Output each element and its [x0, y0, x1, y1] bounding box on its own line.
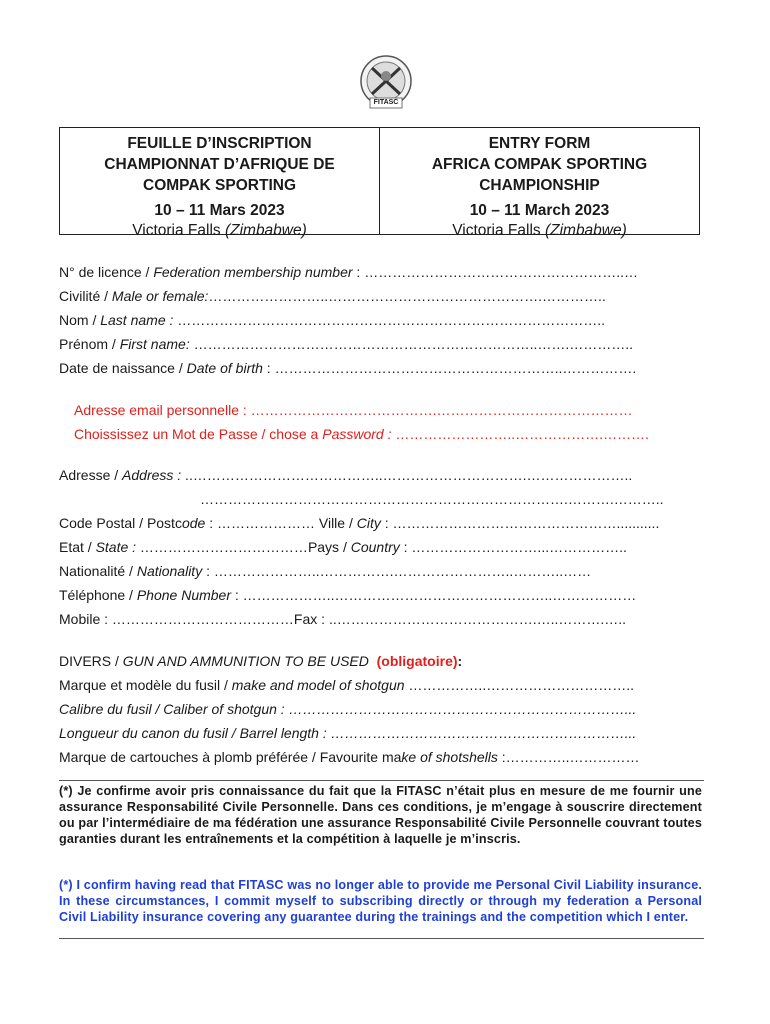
postcode-city-field[interactable]: Code Postal / Postcode : ………………… Ville / City : …………………………………………........... — [59, 515, 660, 531]
event-name-en-line2: CHAMPIONSHIP — [479, 177, 600, 194]
civility-field[interactable]: Civilité / Male or female:……………………..……………………………………….………….. — [59, 288, 606, 304]
address-field[interactable]: Adresse / Address : ..…………………………………..………………………….………………….. — [59, 467, 633, 483]
notice-bottom-rule — [59, 938, 704, 939]
first-name-field[interactable]: Prénom / First name: ………………………………………………………………..…….………….. — [59, 336, 634, 352]
shotshells-field[interactable]: Marque de cartouches à plomb préférée / Favourite make of shotshells :…………..…………… — [59, 749, 640, 765]
last-name-field[interactable]: Nom / Last name : ……………………………………………………………………………….. — [59, 312, 606, 328]
notice-top-rule — [59, 780, 704, 781]
fitasc-logo — [357, 54, 415, 112]
birth-date-field[interactable]: Date de naissance / Date of birth : ……………………………………………………..……………. — [59, 360, 637, 376]
event-dates-fr: 10 – 11 Mars 2023 — [154, 202, 285, 219]
address-line2-field[interactable]: …………………………………………………………………….……….……….. — [200, 491, 664, 507]
event-name-en-line1: AFRICA COMPAK SPORTING — [431, 156, 648, 173]
insurance-notice-en: (*) I confirm having read that FITASC was no longer able to provide me Personal Civil Liability insurance. In these circumstances, I commit myself to subscribing directly or through my federation a Personal Civil Liability insurance covering any guarantee during the trainings and the competition which I enter. — [59, 878, 702, 924]
licence-field[interactable]: N° de licence / Federation membership number : ………………………………………………..… — [59, 264, 638, 280]
event-name-fr-line1: CHAMPIONNAT D’AFRIQUE DE — [104, 156, 335, 173]
barrel-length-field[interactable]: Longueur du canon du fusil / Barrel length : ………………………………………………………... — [59, 725, 637, 741]
password-field[interactable]: Choississez un Mot de Passe / chose a Password : ……………………..……………….………. — [74, 426, 649, 442]
insurance-notice-fr: (*) Je confirme avoir pris connaissance du fait que la FITASC n’était plus en mesure de me fournir une assurance Responsabilité Civile Personnelle. Dans ces conditions, je m’engage à souscrire directement ou par l’intermédiaire de ma fédération une assurance Responsabilité Civile Personnelle couvrant toutes garanties durant les entraînements et la compétition à laquelle je m’inscris. — [59, 784, 702, 846]
header-table — [59, 127, 700, 239]
header-english — [379, 128, 699, 239]
logo-text: FITASC — [373, 99, 399, 106]
caliber-field[interactable]: Calibre du fusil / Caliber of shotgun : ………………………………………………………………... — [59, 701, 637, 717]
event-name-fr-line2: COMPAK SPORTING — [143, 177, 296, 194]
event-place-fr: Victoria Falls (Zimbabwe) — [132, 222, 307, 239]
event-dates-en: 10 – 11 March 2023 — [469, 202, 610, 219]
form-title-en: ENTRY FORM — [488, 135, 591, 152]
state-country-field[interactable]: Etat / State : ………………………………Pays / Country : ………………………...…………….. — [59, 539, 627, 555]
nationality-field[interactable]: Nationalité / Nationality : …………………..…………….……………………..………..…… — [59, 563, 592, 579]
divers-heading: DIVERS / GUN AND AMMUNITION TO BE USED (obligatoire): — [59, 653, 463, 669]
shotgun-model-field[interactable]: Marque et modèle du fusil / make and model of shotgun ……………..………………………….. — [59, 677, 634, 693]
mobile-fax-field[interactable]: Mobile : …………………………………Fax : ..…………………………………….…..……….….. — [59, 611, 627, 627]
header-french — [60, 128, 379, 239]
phone-field[interactable]: Téléphone / Phone Number : ………………..………………………………………..……………… — [59, 587, 637, 603]
form-title-fr: FEUILLE D’INSCRIPTION — [127, 135, 312, 152]
event-place-en: Victoria Falls (Zimbabwe) — [452, 222, 627, 239]
email-field[interactable]: Adresse email personnelle : ………………………………….…………………………………… — [74, 402, 633, 418]
